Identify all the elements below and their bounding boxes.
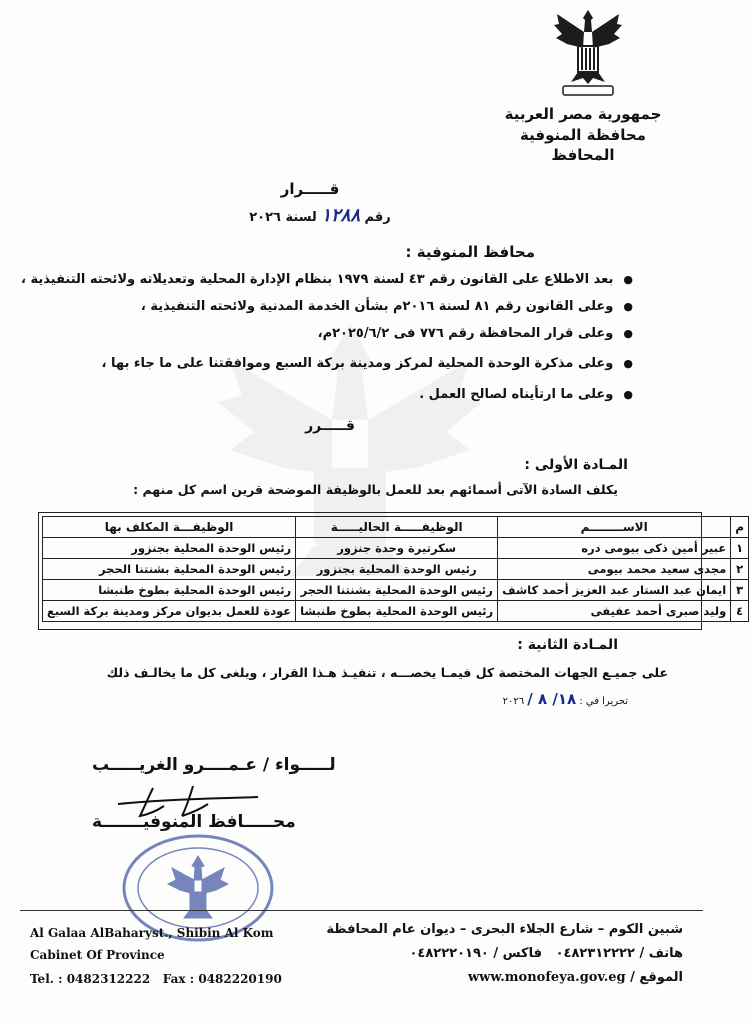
article2-heading: المـادة الثانية : xyxy=(517,637,618,653)
footer-address-ar: شبين الكوم – شارع الجلاء البحرى – ديوان عام المحافظة xyxy=(326,922,683,937)
issued-date-prefix: تحريرا في : xyxy=(579,696,628,707)
cell-name: مجدى سعيد محمد بيومى xyxy=(498,559,731,580)
cell-name: وليد صبرى أحمد عفيفى xyxy=(498,601,731,622)
issued-date-handwritten: ١٨/ ٨ / xyxy=(527,690,577,708)
cell-no: ٣ xyxy=(731,580,749,601)
header-current-job: الوظيفـــــة الحاليـــــة xyxy=(296,517,498,538)
header-no: م xyxy=(731,517,749,538)
article1-text: يكلف السادة الآتى أسمائهم بعد للعمل بالوظيفة الموضحة قرين اسم كل منهم : xyxy=(133,482,618,497)
bullet-icon: ● xyxy=(623,327,633,340)
bullet-icon: ● xyxy=(623,388,633,401)
decree-year: لسنة ٢٠٢٦ xyxy=(249,210,317,225)
footer-address-en: Al Galaa AlBaharyst., Shibin Al Kom xyxy=(30,926,274,940)
cell-no: ١ xyxy=(731,538,749,559)
recital-item: ●وعلى القانون رقم ٨١ لسنة ٢٠١٦م بشأن الخدمة المدنية ولائحته التنفيذية ، xyxy=(140,299,633,314)
footer-tel-en: Tel. : 0482312222 Fax : 0482220190 xyxy=(30,972,282,986)
footer-divider xyxy=(20,910,703,911)
table-row xyxy=(43,601,749,622)
recital-item: ●وعلى ما ارتأيناه لصالح العمل . xyxy=(419,387,633,402)
staff-assignment-table xyxy=(42,516,749,622)
footer-website-url[interactable]: www.monofeya.gov.eg xyxy=(467,970,626,985)
header-office: المحافظ xyxy=(551,146,615,164)
table-row xyxy=(43,580,749,601)
table-header-row xyxy=(43,517,749,538)
footer-website xyxy=(468,970,683,985)
footer-cabinet-en: Cabinet Of Province xyxy=(30,948,165,962)
footer-phone-ar: هاتف / ٠٤٨٢٣١٢٢٢٢ فاكس / ٠٤٨٢٢٢٠١٩٠ xyxy=(409,946,683,961)
recital-item: ●وعلى قرار المحافظة رقم ٧٧٦ فى ٢٠٢٥/٦/٢م، xyxy=(317,326,633,341)
header-name: الاســــــــم xyxy=(498,517,731,538)
header-assigned-job: الوظيفـــة المكلف بها xyxy=(43,517,296,538)
preamble-heading: محافظ المنوفية : xyxy=(405,243,535,261)
bullet-icon: ● xyxy=(623,357,633,370)
cell-assigned-job: رئيس الوحدة المحلية بطوخ طنبشا xyxy=(43,580,296,601)
issued-date xyxy=(503,690,628,708)
eagle-emblem-icon xyxy=(553,8,623,100)
table-row xyxy=(43,559,749,580)
table-row xyxy=(43,538,749,559)
header-governorate: محافظة المنوفية xyxy=(520,126,646,144)
footer-website-prefix: الموقع / xyxy=(630,970,683,985)
cell-current-job: سكرتيرة وحدة جنزور xyxy=(296,538,498,559)
signatory-rank-name: لـــــواء / عـمــــرو الغريـــــب xyxy=(92,755,336,775)
recital-item: ●بعد الاطلاع على القانون رقم ٤٣ لسنة ١٩٧٩ بنظام الإدارة المحلية وتعديلاته ولائحته التنفيذية ، xyxy=(21,272,633,287)
decree-title: قـــــرار xyxy=(280,180,340,198)
issued-date-year: ٢٠٢٦ xyxy=(502,696,525,707)
cell-current-job: رئيس الوحدة المحلية بطوخ طنبشا xyxy=(296,601,498,622)
cell-no: ٤ xyxy=(731,601,749,622)
cell-assigned-job: رئيس الوحدة المحلية بجنزور xyxy=(43,538,296,559)
cell-name: ايمان عبد الستار عبد العزيز أحمد كاشف xyxy=(498,580,731,601)
decree-number xyxy=(230,205,410,226)
article1-heading: المـادة الأولى : xyxy=(524,457,628,473)
bullet-icon: ● xyxy=(623,300,633,313)
decree-number-handwritten: ١٢٨٨ xyxy=(321,205,361,226)
cell-assigned-job: عودة للعمل بديوان مركز ومدينة بركة السبع xyxy=(43,601,296,622)
signatory-title: محـــــافظ المنوفيـــــــة xyxy=(92,812,296,832)
cell-current-job: رئيس الوحدة المحلية بجنزور xyxy=(296,559,498,580)
cell-assigned-job: رئيس الوحدة المحلية بشنتنا الحجر xyxy=(43,559,296,580)
decree-number-prefix: رقم xyxy=(364,210,391,225)
recital-item: ●وعلى مذكرة الوحدة المحلية لمركز ومدينة بركة السبع وموافقتنا على ما جاء بها ، xyxy=(101,356,633,371)
decided-heading: قـــــرر xyxy=(305,418,355,434)
cell-no: ٢ xyxy=(731,559,749,580)
cell-name: عبير أمين ذكى بيومى دره xyxy=(498,538,731,559)
header-country: جمهورية مصر العربية xyxy=(504,105,662,123)
article2-text: على جميـع الجهات المختصة كل فيمـا يخصـــه ، تنفيـذ هـذا القرار ، ويلغى كل ما يخالـف ذلك xyxy=(106,665,668,680)
cell-current-job: رئيس الوحدة المحلية بشنتنا الحجر xyxy=(296,580,498,601)
bullet-icon: ● xyxy=(623,273,633,286)
